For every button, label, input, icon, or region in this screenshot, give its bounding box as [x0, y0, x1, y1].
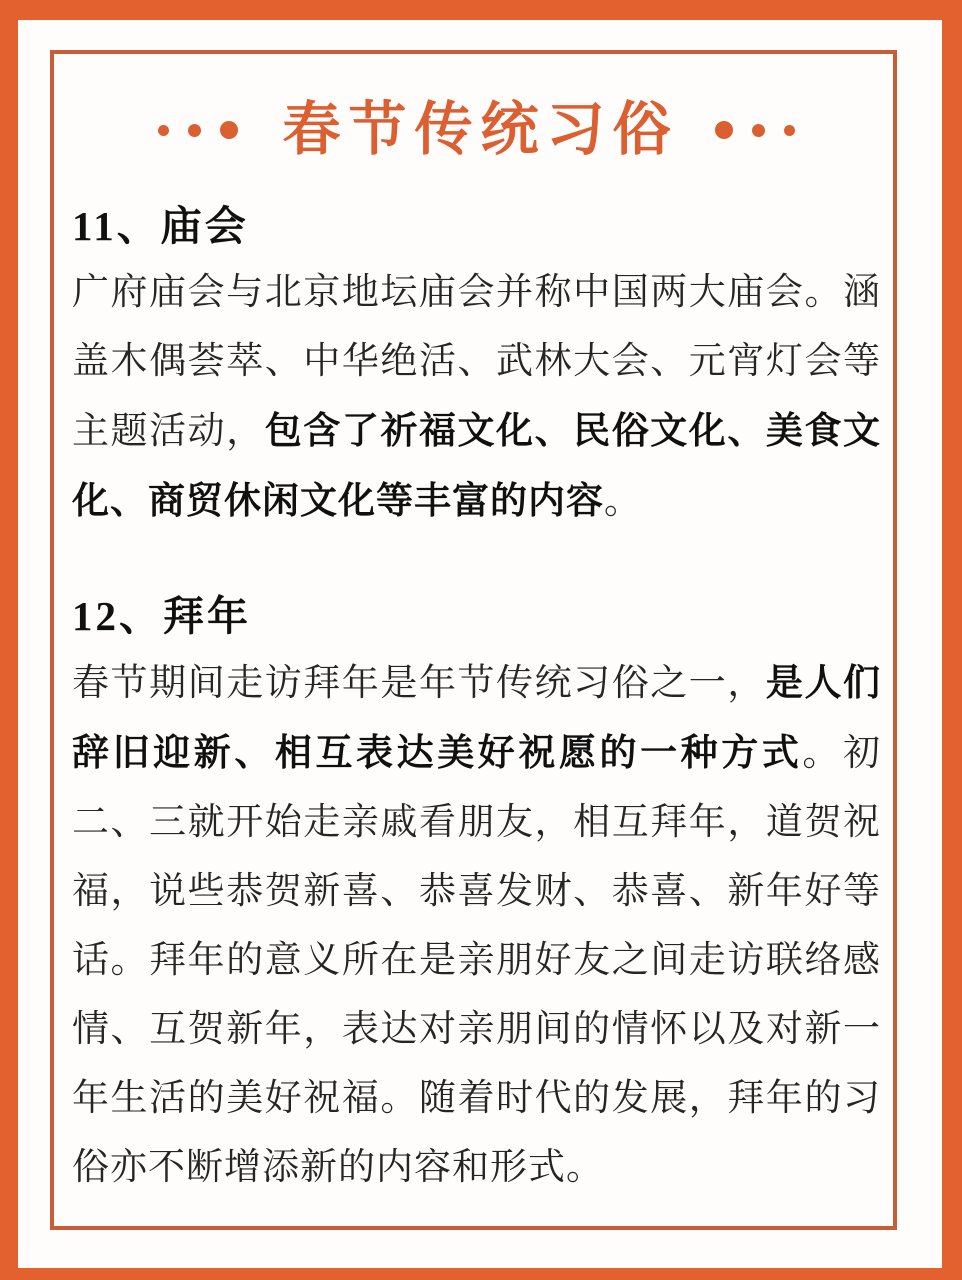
dot-icon [220, 121, 238, 139]
dot-icon [188, 124, 201, 137]
text-run: 。初二、三就开始走亲戚看朋友，相互拜年，道贺祝福，说些恭贺新喜、恭喜发财、恭喜、新年好等话。拜年的意义所在是亲朋好友之间走访联络感情、互贺新年，表达对亲朋间的情怀以及对新一年生活的美好祝福。随着时代的发展，拜年的习俗亦不断增添新的内容和形式。 [72, 733, 882, 1188]
dot-icon [715, 121, 733, 139]
dot-icon [158, 125, 169, 136]
text-run: 广府庙会与北京地坛庙会并称中国两大庙会。涵盖木偶荟萃、中华绝活、武林大会、元宵灯会等主题活动， [72, 272, 881, 452]
section-paragraph [72, 258, 881, 536]
title-row [72, 94, 881, 166]
dot-icon [784, 125, 795, 136]
content-card [18, 20, 942, 1268]
border-frame [50, 50, 897, 1230]
emphasis-text-run: 是人们辞旧迎新、相互表达美好祝愿的一种方式 [72, 662, 882, 773]
section-heading: 12、拜年 [72, 593, 251, 639]
decorative-dots-right [715, 121, 795, 139]
text-run: 。 [604, 481, 642, 522]
section-paragraph [72, 648, 881, 1202]
section-temple-fair [72, 194, 881, 536]
page-title: 春节传统习俗 [282, 97, 679, 162]
section-new-year-greetings [72, 584, 881, 1202]
decorative-dots-left [158, 121, 238, 139]
text-run: 春节期间走访拜年是年节传统习俗之一， [72, 663, 766, 704]
section-heading: 11、庙会 [72, 203, 249, 249]
dot-icon [752, 124, 765, 137]
emphasis-text-run: 包含了祈福文化、民俗文化、美食文化、商贸休闲文化等丰富的内容 [72, 410, 881, 521]
